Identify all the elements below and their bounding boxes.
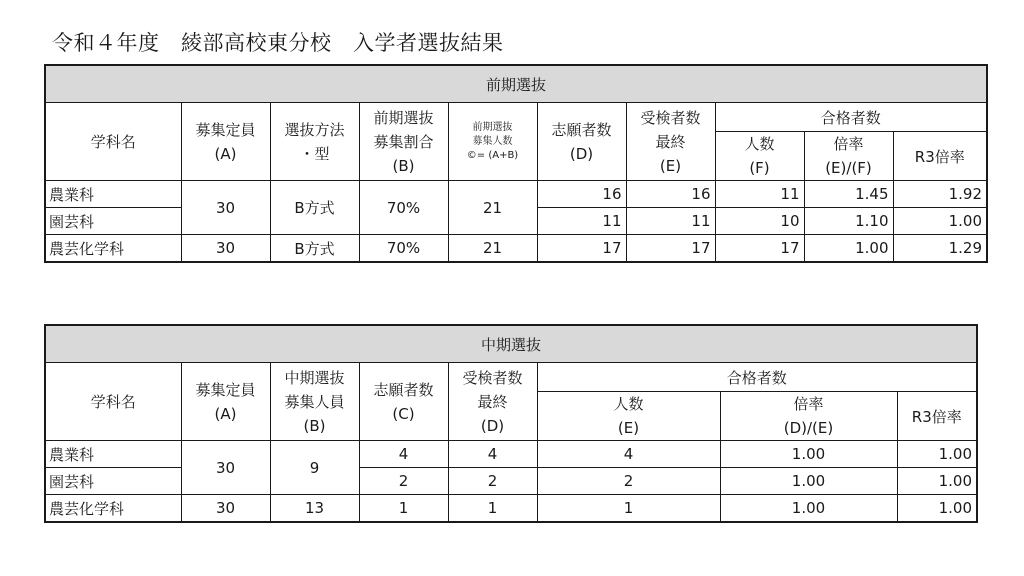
dept-cell: 園芸科 xyxy=(45,468,181,495)
dept-cell: 園芸科 xyxy=(45,208,181,235)
r3-cell: 1.29 xyxy=(893,235,987,263)
ratio-cell: 70% xyxy=(359,181,448,235)
col-examinees: 受検者数 最終 (E) xyxy=(626,103,715,181)
applicants-cell: 4 xyxy=(359,441,448,468)
early-heading: 前期選抜 xyxy=(45,65,987,103)
examinees-cell: 11 xyxy=(626,208,715,235)
col-rate: 倍率 (E)/(F) xyxy=(804,132,893,181)
quota-cell: 30 xyxy=(181,441,270,495)
col-passed: 人数 (E) xyxy=(537,392,720,441)
col-ratio: 前期選抜 募集割合 (B) xyxy=(359,103,448,181)
col-method: 選抜方法 ・型 xyxy=(270,103,359,181)
examinees-cell: 4 xyxy=(448,441,537,468)
col-passed-group: 合格者数 xyxy=(715,103,987,132)
method-cell: B方式 xyxy=(270,235,359,263)
count-cell: 13 xyxy=(270,495,359,523)
rate-cell: 1.10 xyxy=(804,208,893,235)
applicants-cell: 2 xyxy=(359,468,448,495)
passed-cell: 17 xyxy=(715,235,804,263)
passed-cell: 10 xyxy=(715,208,804,235)
r3-cell: 1.00 xyxy=(897,495,977,523)
passed-cell: 4 xyxy=(537,441,720,468)
applicants-cell: 16 xyxy=(537,181,626,208)
applicants-cell: 17 xyxy=(537,235,626,263)
early-selection-table xyxy=(44,64,988,263)
examinees-cell: 2 xyxy=(448,468,537,495)
count-cell: 21 xyxy=(448,181,537,235)
applicants-cell: 1 xyxy=(359,495,448,523)
rate-cell: 1.00 xyxy=(720,441,897,468)
rate-cell: 1.00 xyxy=(804,235,893,263)
mid-heading: 中期選抜 xyxy=(45,325,977,363)
col-passed: 人数 (F) xyxy=(715,132,804,181)
dept-cell: 農業科 xyxy=(45,441,181,468)
ratio-cell: 70% xyxy=(359,235,448,263)
dept-cell: 農業科 xyxy=(45,181,181,208)
examinees-cell: 17 xyxy=(626,235,715,263)
count-cell: 9 xyxy=(270,441,359,495)
dept-cell: 農芸化学科 xyxy=(45,495,181,523)
col-applicants: 志願者数 (D) xyxy=(537,103,626,181)
table-row xyxy=(45,181,987,208)
col-quota: 募集定員 (A) xyxy=(181,103,270,181)
col-passed-group: 合格者数 xyxy=(537,363,977,392)
examinees-cell: 1 xyxy=(448,495,537,523)
r3-cell: 1.92 xyxy=(893,181,987,208)
r3-cell: 1.00 xyxy=(893,208,987,235)
table-row xyxy=(45,441,977,468)
col-dept: 学科名 xyxy=(45,103,181,181)
method-cell: B方式 xyxy=(270,181,359,235)
r3-cell: 1.00 xyxy=(897,441,977,468)
page-title: 令和４年度 綾部高校東分校 入学者選抜結果 xyxy=(52,31,504,55)
count-cell: 21 xyxy=(448,235,537,263)
table-row xyxy=(45,495,977,523)
col-dept: 学科名 xyxy=(45,363,181,441)
dept-cell: 農芸化学科 xyxy=(45,235,181,263)
quota-cell: 30 xyxy=(181,235,270,263)
passed-cell: 2 xyxy=(537,468,720,495)
col-r3: R3倍率 xyxy=(897,392,977,441)
examinees-cell: 16 xyxy=(626,181,715,208)
col-applicants: 志願者数 (C) xyxy=(359,363,448,441)
mid-selection-table xyxy=(44,324,978,523)
passed-cell: 11 xyxy=(715,181,804,208)
rate-cell: 1.00 xyxy=(720,468,897,495)
table-row xyxy=(45,235,987,263)
quota-cell: 30 xyxy=(181,181,270,235)
rate-cell: 1.45 xyxy=(804,181,893,208)
r3-cell: 1.00 xyxy=(897,468,977,495)
col-count: 中期選抜 募集人員 (B) xyxy=(270,363,359,441)
col-rate: 倍率 (D)/(E) xyxy=(720,392,897,441)
rate-cell: 1.00 xyxy=(720,495,897,523)
quota-cell: 30 xyxy=(181,495,270,523)
passed-cell: 1 xyxy=(537,495,720,523)
col-r3: R3倍率 xyxy=(893,132,987,181)
applicants-cell: 11 xyxy=(537,208,626,235)
col-quota: 募集定員 (A) xyxy=(181,363,270,441)
col-count: 前期選抜 募集人数 ©= (A+B) xyxy=(448,103,537,181)
col-examinees: 受検者数 最終 (D) xyxy=(448,363,537,441)
